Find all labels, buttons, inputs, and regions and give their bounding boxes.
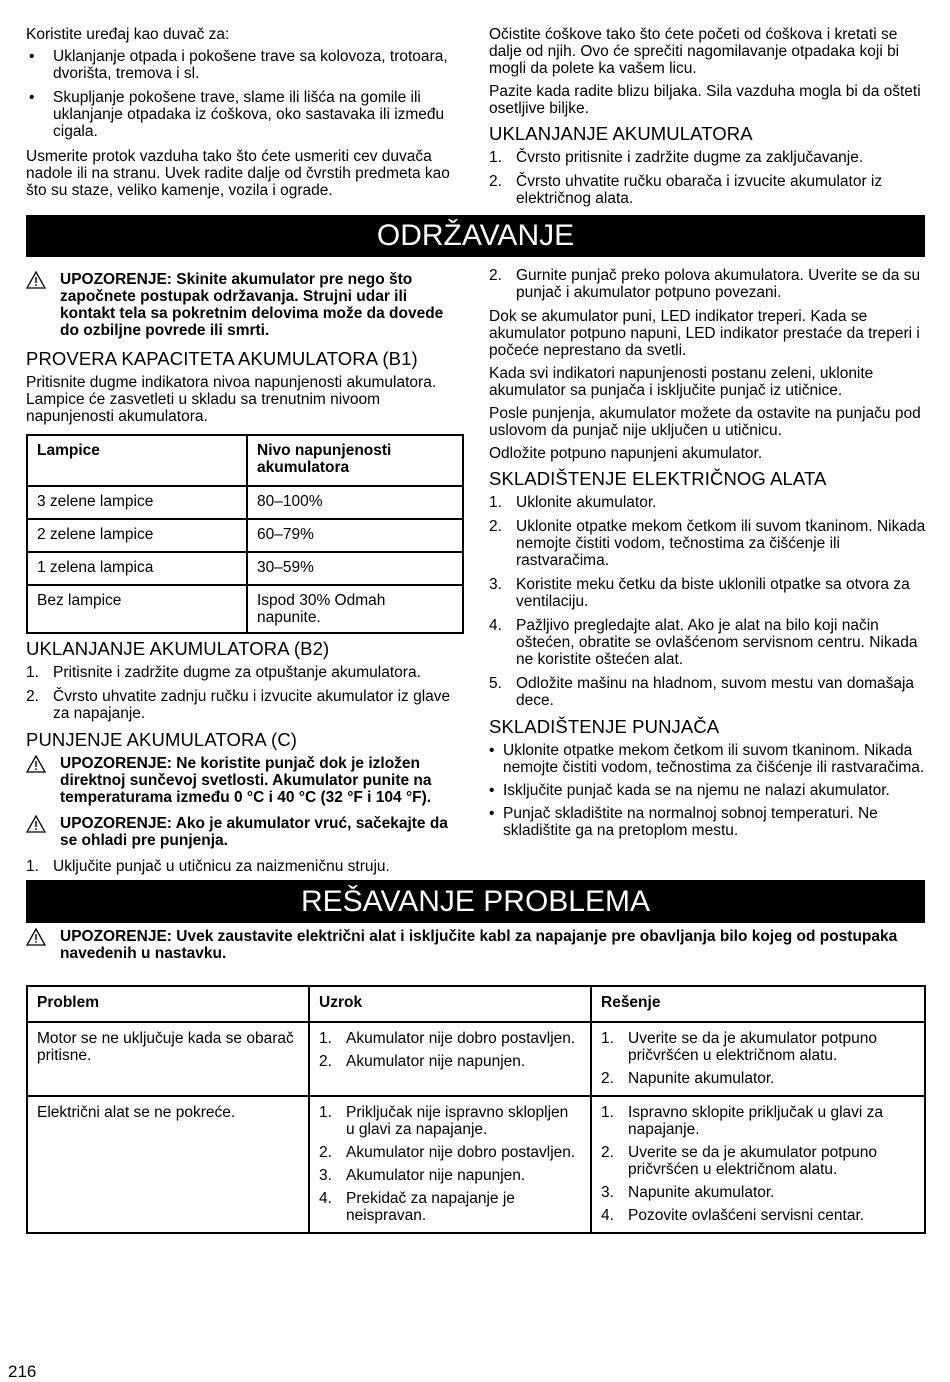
list-item: 5. Odložite mašinu na hladnom, suvom mestu van domašaja dece. [489,675,915,709]
paragraph: Očistite ćoškove tako što ćete početi od ćoškova i kretati se dalje od njih. Ovo će sprečiti nagomilavanje otpadaka koji bi mogli da polete ka vašem licu. [489,26,900,77]
warning-triangle-icon [26,815,46,833]
table-header-row [27,435,463,486]
list-item: 1. Pritisnite i zadržite dugme za otpuštanje akumulatora. [26,664,421,681]
table-header-cell: Lampice [27,435,247,486]
table-row: Bez lampice Ispod 30% Odmah napunite. [27,585,463,633]
table-header-cell: Rešenje [591,986,925,1022]
paragraph: Usmerite protok vazduha tako što ćete usmeriti cev duvača nadole ili na stranu. Uvek radite dalje od čvrstih predmeta kao što su staze, veliko kamenje, vozila i ograde. [26,148,450,199]
table-header-row [27,986,925,1022]
list-item: • Uklanjanje otpada i pokošene trave sa kolovoza, trotoara, dvorišta, tremova i sl. [29,48,448,82]
battery-level-table [26,434,464,634]
list-item: 4. Pažljivo pregledajte alat. Ako je alat na bilo koji način oštećen, obratite se ovlašćenom servisnom centru. Nikada ne koristite oštećen alat. [489,617,918,668]
section-heading: PROVERA KAPACITETA AKUMULATORA (B1) [26,348,418,369]
warning-triangle-icon [26,755,46,773]
paragraph: Pritisnite dugme indikatora nivoa napunjenosti akumulatora. Lampice će zasvetleti u skladu sa trenutnim nivoom napunjenosti akumulatora. [26,374,437,425]
paragraph: Kada svi indikatori napunjenosti postanu zeleni, uklonite akumulator sa punjača i isključite punjač iz utičnice. [489,365,874,399]
list-item: 1. Uklonite akumulator. [489,494,657,511]
right-column [489,267,927,845]
list-item: • Uklonite otpatke mekom četkom ili suvom tkaninom. Nikada nemojte čistiti vodom, tečnostima za čišćenje ili rastvaračima. [489,742,925,776]
section-banner: REŠAVANJE PROBLEMA [26,880,925,923]
top-right-column [489,26,925,214]
paragraph: Dok se akumulator puni, LED indikator treperi. Kada se akumulator potpuno napuni, LED indikator prestaće da treperi i počeće neprestano da svetli. [489,308,920,359]
warning-block: UPOZORENJE: Ne koristite punjač dok je izložen direktnoj sunčevoj svetlosti. Akumulator punite na temperaturama između 0 °C i 40 °C (32 °F i 104 °F). [26,755,466,806]
table-row: 2 zelene lampice 60–79% [27,519,463,552]
list-item: 2. Uklonite otpatke mekom četkom ili suvom tkaninom. Nikada nemojte čistiti vodom, tečnostima za čišćenje ili rastvaračima. [489,518,926,569]
list-item: 2. Čvrsto uhvatite ručku obarača i izvucite akumulator iz električnog alata. [489,173,883,207]
warning-block: UPOZORENJE: Uvek zaustavite električni alat i isključite kabl za napajanje pre obavljanja bilo kojeg od postupaka navedenih u nastavku. [26,928,930,962]
intro-text: Koristite uređaj kao duvač za: [26,26,230,43]
paragraph: Posle punjenja, akumulator možete da ostavite na punjaču pod uslovom da punjač nije uključen u utičnicu. [489,405,921,439]
list-item: • Isključite punjač kada se na njemu ne nalazi akumulator. [489,782,890,799]
list-item: 2. Gurnite punjač preko polova akumulatora. Uverite se da su punjač i akumulator potpuno povezani. [489,267,921,301]
warning-triangle-icon [26,928,46,946]
paragraph: Pazite kada radite blizu biljaka. Sila vazduha mogla bi da ošteti osetljive biljke. [489,83,921,117]
section-heading: UKLANJANJE AKUMULATORA [489,123,753,144]
section-heading: PUNJENJE AKUMULATORA (C) [26,729,298,750]
table-row: Motor se ne uključuje kada se obarač pritisne. 1. Akumulator nije dobro postavljen. 2. Akumulator nije napunjen. 1. Uverite se da je akumulator potpuno pričvršćen u električnom alatu. 2. Napunite akumulator. [27,1022,925,1096]
paragraph: Odložite potpuno napunjeni akumulator. [489,445,763,462]
section-heading: SKLADIŠTENJE PUNJAČA [489,716,720,737]
table-row: 3 zelene lampice 80–100% [27,486,463,519]
troubleshooting-table [26,985,926,1234]
warning-block: UPOZORENJE: Skinite akumulator pre nego što započnete postupak održavanja. Strujni udar ili kontakt tela sa pokretnim delovima može da dovede do ozbiljne povrede ili smrti. [26,271,466,339]
warning-block: UPOZORENJE: Ako je akumulator vruć, sačekajte da se ohladi pre punjenja. [26,815,466,849]
section-banner: ODRŽAVANJE [26,215,925,257]
list-item: 2. Čvrsto uhvatite zadnju ručku i izvucite akumulator iz glave za napajanje. [26,688,451,722]
table-row: 1 zelena lampica 30–59% [27,552,463,585]
page-number: 216 [8,1362,37,1381]
left-column [26,267,466,882]
list-item: • Punjač skladištite na normalnoj sobnoj temperaturi. Ne skladištite ga na pretoplom mestu. [489,805,878,839]
table-header-cell: Nivo napunjenosti akumulatora [247,435,463,486]
list-item: 1. Čvrsto pritisnite i zadržite dugme za zaključavanje. [489,149,864,166]
section-heading: SKLADIŠTENJE ELEKTRIČNOG ALATA [489,468,827,489]
list-item: 3. Koristite meku četku da biste uklonili otpatke sa otvora za ventilaciju. [489,576,910,610]
list-item: • Skupljanje pokošene trave, slame ili lišća na gomile ili uklanjanje otpadaka iz ćoškova, oko sastavaka ili između cigala. [29,89,445,140]
warning-triangle-icon [26,271,46,289]
list-item: 1. Uključite punjač u utičnicu za naizmeničnu struju. [26,858,390,875]
table-header-cell: Uzrok [309,986,591,1022]
table-header-cell: Problem [27,986,309,1022]
top-left-column [26,26,462,205]
section-heading: UKLANJANJE AKUMULATORA (B2) [26,638,330,659]
table-row: Električni alat se ne pokreće. 1. Priključak nije ispravno sklopljen u glavi za napajanje. 2. Akumulator nije dobro postavljen. 3. Akumulator nije napunjen. 4. Prekidač za napajanje je neispravan. 1. Ispravno sklopite priključak u glavi za napajanje. 2. Uverite se da je akumulator potpuno pričvršćen u električnom alatu. 3. Napunite akumulator. 4. Pozovite ovlašćeni servisni centar. [27,1096,925,1233]
